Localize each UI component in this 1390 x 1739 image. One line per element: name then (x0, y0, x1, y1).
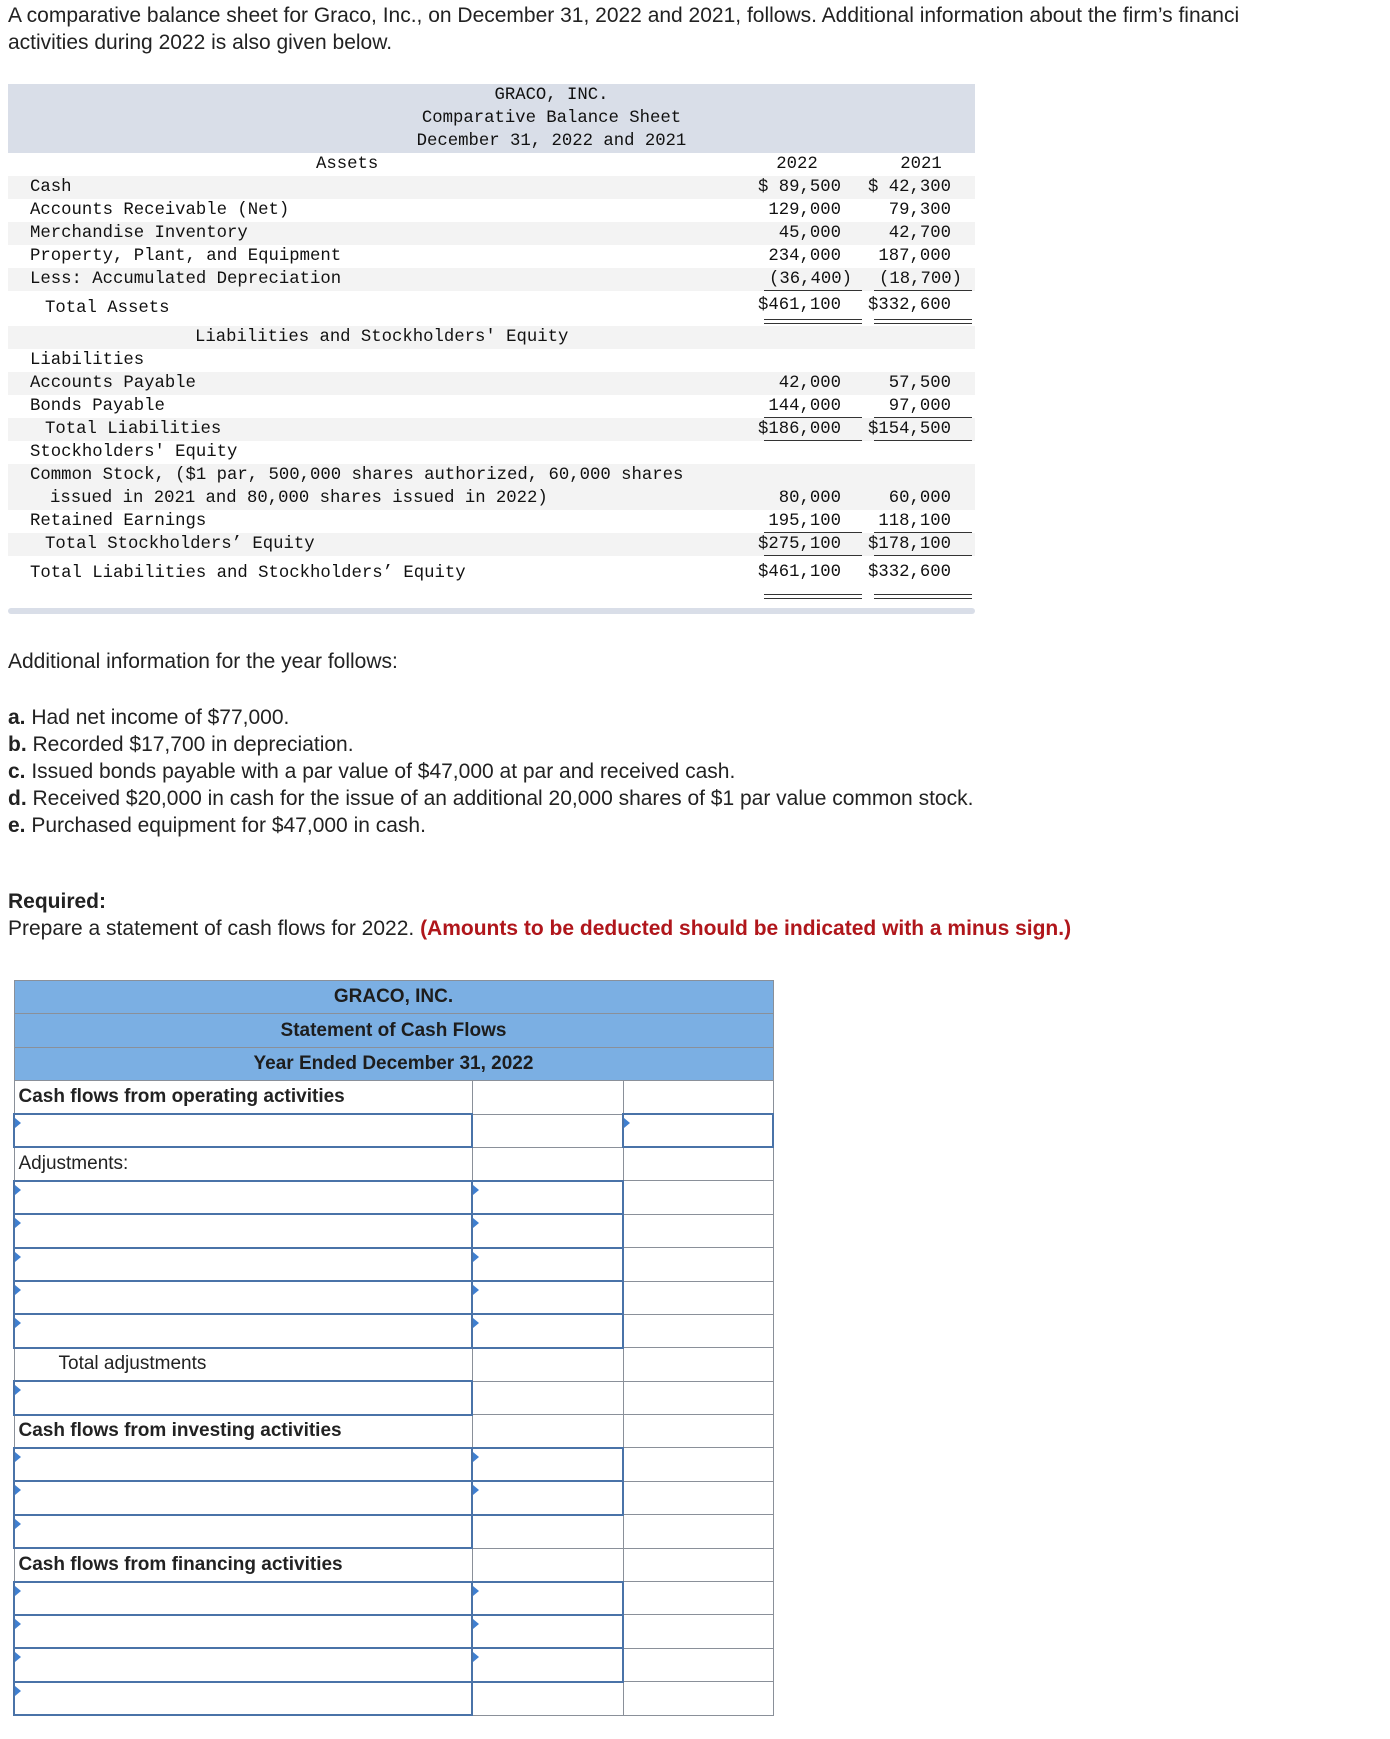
cf-amount-input[interactable] (473, 1616, 622, 1647)
cf-amount-cell[interactable] (472, 1582, 623, 1615)
prompt-text: Prepare a statement of cash flows for 2022. (8, 917, 421, 940)
cf-empty-cell (623, 1281, 773, 1314)
cf-description-input[interactable] (15, 1215, 471, 1246)
value-2021: $332,600 (868, 296, 951, 315)
col-2022: 2022 (776, 155, 818, 174)
cf-empty-cell (472, 1081, 623, 1114)
cf-amount-input[interactable] (473, 1215, 622, 1246)
value-2021: $178,100 (868, 535, 951, 554)
cf-amount-input[interactable] (473, 1583, 622, 1614)
cf-section-row (14, 1081, 773, 1114)
intro-text (8, 2, 1390, 56)
item-text: Recorded $17,700 in depreciation. (26, 733, 354, 756)
cf-period: Year Ended December 31, 2022 (14, 1047, 773, 1080)
cf-amount-cell[interactable] (472, 1214, 623, 1247)
cf-input-row (14, 1582, 773, 1615)
cf-empty-cell (472, 1381, 623, 1414)
value-2022: $186,000 (758, 420, 841, 439)
cf-description-input[interactable] (15, 1616, 471, 1647)
cf-input-row (14, 1481, 773, 1514)
cf-description-cell[interactable] (14, 1582, 472, 1615)
cf-empty-cell (623, 1214, 773, 1247)
row-label: Stockholders' Equity (30, 443, 238, 462)
cf-section-row (14, 1348, 773, 1381)
cf-amount-cell[interactable] (472, 1281, 623, 1314)
cf-empty-cell (472, 1548, 623, 1581)
cf-description-cell[interactable] (14, 1248, 472, 1281)
value-2022: 144,000 (768, 397, 841, 416)
cf-description-cell[interactable] (14, 1682, 472, 1715)
cf-section-row (14, 1147, 773, 1180)
item-text: Issued bonds payable with a par value of $47,000 at par and received cash. (25, 760, 736, 783)
cf-row-label: Cash flows from operating activities (14, 1081, 472, 1114)
cf-section-row (14, 1415, 773, 1448)
row-label: Less: Accumulated Depreciation (30, 270, 342, 289)
cf-description-cell[interactable] (14, 1314, 472, 1347)
cf-total-input[interactable] (624, 1115, 772, 1146)
cf-empty-cell (472, 1348, 623, 1381)
cf-amount-input[interactable] (473, 1449, 622, 1480)
row-label: Bonds Payable (30, 397, 165, 416)
bs-row-ap (8, 372, 975, 395)
cf-amount-cell[interactable] (472, 1648, 623, 1681)
cf-input-row (14, 1181, 773, 1214)
bs-row-total-assets (8, 291, 975, 326)
cf-description-input[interactable] (15, 1282, 471, 1313)
cf-description-cell[interactable] (14, 1114, 472, 1147)
cf-company: GRACO, INC. (14, 981, 773, 1014)
cf-empty-cell (623, 1515, 773, 1548)
cf-input-row (14, 1381, 773, 1414)
row-label: Retained Earnings (30, 512, 207, 531)
item-text: Purchased equipment for $47,000 in cash. (25, 814, 426, 837)
cf-amount-input[interactable] (473, 1182, 622, 1213)
item-letter: a. (8, 706, 26, 729)
item-text: Had net income of $77,000. (25, 706, 290, 729)
cf-amount-cell[interactable] (472, 1314, 623, 1347)
cf-description-input[interactable] (15, 1115, 471, 1146)
row-label: Total Assets (45, 299, 170, 318)
cf-description-input[interactable] (15, 1516, 471, 1547)
cf-description-cell[interactable] (14, 1448, 472, 1481)
bs-title: Comparative Balance Sheet (8, 107, 975, 130)
cf-input-row (14, 1314, 773, 1347)
cf-amount-input[interactable] (473, 1282, 622, 1313)
bs-row-common-stock (8, 464, 975, 510)
cf-title: Statement of Cash Flows (14, 1014, 773, 1047)
value-2022: 195,100 (768, 512, 841, 531)
cf-description-input[interactable] (15, 1683, 471, 1714)
cf-amount-input[interactable] (473, 1315, 622, 1346)
value-2022: 80,000 (778, 489, 841, 508)
cf-empty-cell (472, 1415, 623, 1448)
value-2022: 234,000 (768, 247, 841, 266)
cf-total-cell[interactable] (623, 1114, 773, 1147)
bs-equity-label (8, 441, 975, 464)
cf-description-cell[interactable] (14, 1615, 472, 1648)
value-2022: (36,400) (769, 270, 852, 289)
value-2022: 42,000 (778, 374, 841, 393)
cf-empty-cell (623, 1248, 773, 1281)
cf-empty-cell (472, 1147, 623, 1180)
additional-item-c (8, 758, 973, 785)
row-label: Accounts Receivable (Net) (30, 201, 290, 220)
cf-input-row (14, 1114, 773, 1147)
row-label: Total Liabilities and Stockholders’ Equity (30, 564, 466, 583)
assets-heading: Assets (316, 155, 379, 174)
value-2022: $275,100 (758, 535, 841, 554)
row-label: Merchandise Inventory (30, 224, 248, 243)
cf-description-input[interactable] (15, 1449, 471, 1480)
cf-description-input[interactable] (15, 1583, 471, 1614)
cf-description-input[interactable] (15, 1649, 471, 1680)
required-heading: Required: (8, 890, 107, 913)
comparative-balance-sheet (8, 84, 975, 614)
value-2022: 45,000 (778, 224, 841, 243)
row-label: Total Stockholders’ Equity (45, 535, 315, 554)
cf-description-cell[interactable] (14, 1515, 472, 1548)
additional-heading: Additional information for the year follows: (8, 650, 398, 673)
cf-input-row (14, 1648, 773, 1681)
cf-empty-cell (623, 1381, 773, 1414)
value-2022: $ 89,500 (758, 178, 841, 197)
value-2021: $ 42,300 (868, 178, 951, 197)
cf-amount-cell[interactable] (472, 1481, 623, 1514)
value-2022: 129,000 (768, 201, 841, 220)
required-prompt (8, 917, 1071, 941)
intro-line-2: activities during 2022 is also given below. (8, 31, 393, 54)
bs-row-bonds (8, 395, 975, 418)
bs-row-accum-dep (8, 268, 975, 291)
cf-input-row (14, 1214, 773, 1247)
cf-description-input[interactable] (15, 1182, 471, 1213)
cf-description-cell[interactable] (14, 1281, 472, 1314)
cf-input-row (14, 1281, 773, 1314)
value-2021: (18,700) (879, 270, 962, 289)
value-2021: 79,300 (888, 201, 951, 220)
cf-empty-cell (623, 1448, 773, 1481)
bs-liab-heading-row (8, 326, 975, 349)
cf-description-cell[interactable] (14, 1481, 472, 1514)
value-2021: 57,500 (888, 374, 951, 393)
row-label: Accounts Payable (30, 374, 196, 393)
value-2021: 60,000 (888, 489, 951, 508)
row-label-cont: issued in 2021 and 80,000 shares issued in 2022) (50, 489, 548, 508)
bs-row-inventory (8, 222, 975, 245)
cf-amount-input[interactable] (473, 1249, 622, 1280)
cf-input-row (14, 1515, 773, 1548)
cf-description-cell[interactable] (14, 1648, 472, 1681)
cf-row-label: Cash flows from financing activities (14, 1548, 472, 1581)
additional-list (8, 704, 973, 839)
value-2021: $154,500 (868, 420, 951, 439)
additional-item-a (8, 704, 973, 731)
liab-equity-heading: Liabilities and Stockholders' Equity (195, 328, 569, 347)
cf-empty-cell (623, 1615, 773, 1648)
cf-empty-cell (623, 1181, 773, 1214)
intro-line-1: A comparative balance sheet for Graco, Inc., on December 31, 2022 and 2021, follows. Additional information about the firm’s financi (8, 4, 1240, 27)
cf-description-input[interactable] (15, 1382, 471, 1413)
cf-empty-cell (472, 1114, 623, 1147)
cf-empty-cell (623, 1481, 773, 1514)
cf-empty-cell (623, 1548, 773, 1581)
bs-bottom-bar (8, 608, 975, 614)
bs-date: December 31, 2022 and 2021 (8, 130, 975, 153)
cf-input-row (14, 1682, 773, 1715)
value-2021: 97,000 (888, 397, 951, 416)
item-letter: d. (8, 787, 27, 810)
item-text: Received $20,000 in cash for the issue of an additional 20,000 shares of $1 par value common stock. (26, 787, 974, 810)
additional-item-b (8, 731, 973, 758)
bs-row-total-liab-equity (8, 556, 975, 601)
cf-amount-cell[interactable] (472, 1248, 623, 1281)
cf-section-row (14, 1548, 773, 1581)
cf-amount-cell[interactable] (472, 1448, 623, 1481)
value-2022: $461,100 (758, 563, 841, 582)
cf-description-input[interactable] (15, 1315, 471, 1346)
cash-flow-statement (13, 980, 774, 1716)
bs-row-ar (8, 199, 975, 222)
cf-row-label: Total adjustments (14, 1348, 472, 1381)
cf-empty-cell (623, 1314, 773, 1347)
row-label: Common Stock, ($1 par, 500,000 shares authorized, 60,000 shares (30, 466, 684, 485)
row-label: Total Liabilities (45, 420, 222, 439)
cf-description-input[interactable] (15, 1482, 471, 1513)
cf-description-input[interactable] (15, 1249, 471, 1280)
cf-empty-cell (623, 1582, 773, 1615)
bs-assets-header (8, 153, 975, 176)
cf-input-row (14, 1248, 773, 1281)
item-letter: c. (8, 760, 26, 783)
bs-row-total-liab (8, 418, 975, 441)
value-2021: 187,000 (878, 247, 951, 266)
cf-empty-cell (623, 1415, 773, 1448)
cf-description-cell[interactable] (14, 1181, 472, 1214)
item-letter: b. (8, 733, 27, 756)
cf-empty-cell (472, 1515, 623, 1548)
col-2021: 2021 (900, 155, 942, 174)
row-label: Property, Plant, and Equipment (30, 247, 342, 266)
cf-description-cell[interactable] (14, 1214, 472, 1247)
bs-row-total-equity (8, 533, 975, 556)
cf-amount-input[interactable] (473, 1649, 622, 1680)
cf-description-cell[interactable] (14, 1381, 472, 1414)
bs-row-cash (8, 176, 975, 199)
cf-input-row (14, 1615, 773, 1648)
cf-amount-input[interactable] (473, 1482, 622, 1513)
cf-empty-cell (623, 1081, 773, 1114)
cf-empty-cell (472, 1682, 623, 1715)
bs-row-ppe (8, 245, 975, 268)
row-label: Liabilities (30, 351, 145, 370)
additional-item-d (8, 785, 973, 812)
value-2022: $461,100 (758, 296, 841, 315)
cf-empty-cell (623, 1648, 773, 1681)
item-letter: e. (8, 814, 26, 837)
value-2021: $332,600 (868, 563, 951, 582)
cf-row-label: Adjustments: (14, 1147, 472, 1180)
bs-company: GRACO, INC. (8, 84, 975, 107)
cf-empty-cell (623, 1682, 773, 1715)
value-2021: 42,700 (888, 224, 951, 243)
cf-input-row (14, 1448, 773, 1481)
prompt-note: (Amounts to be deducted should be indicated with a minus sign.) (420, 917, 1072, 940)
cf-empty-cell (623, 1147, 773, 1180)
cf-row-label: Cash flows from investing activities (14, 1415, 472, 1448)
additional-item-e (8, 812, 973, 839)
cf-amount-cell[interactable] (472, 1181, 623, 1214)
row-label: Cash (30, 178, 72, 197)
cf-amount-cell[interactable] (472, 1615, 623, 1648)
value-2021: 118,100 (878, 512, 951, 531)
bs-row-retained (8, 510, 975, 533)
bs-liabilities-label (8, 349, 975, 372)
cf-empty-cell (623, 1348, 773, 1381)
